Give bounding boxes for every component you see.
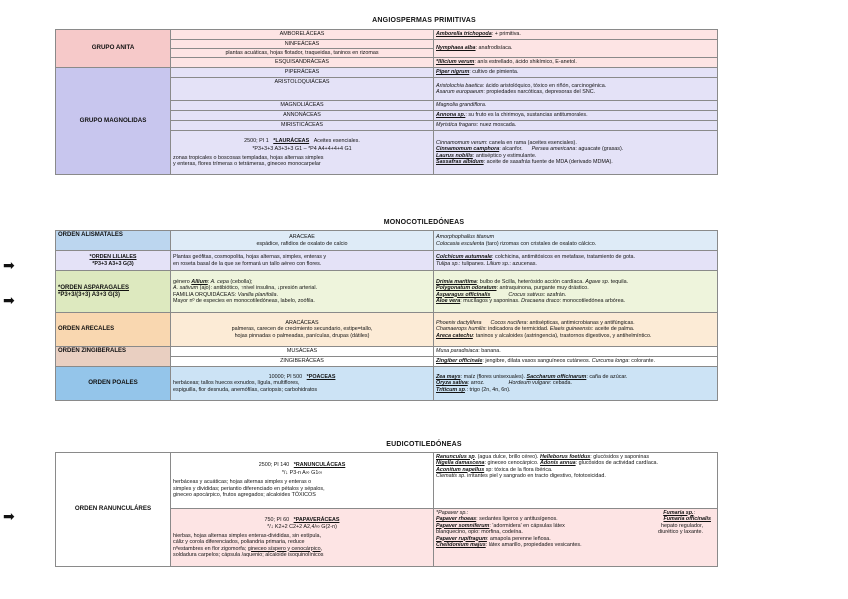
desc-liliales: Plantas geófitas, cosmopolita, hojas alternas, simples, enteras y en roseta basal de la que se formará un tallo aéreo con flores.: [171, 251, 434, 271]
section-title-eudicotiledoneas: EUDICOTILEDÓNEAS: [386, 441, 462, 448]
group-anita: GRUPO ANITA: [56, 30, 171, 68]
family-musaceae: MUSÁCEAS: [171, 347, 434, 357]
species-poaceae: Zea mays: maíz (flores unisexuales). Saccharum officinarum: caña de azúcar. Oryza sativa: arroz. Hordeum vulgare: cebada. Triticum sp.: trigo (2n, 4n, 6n).: [434, 367, 718, 401]
angiospermas-table: [55, 29, 718, 175]
species-annonaceae: Annona sp.: su fruto es la chirimoya, sustancias antitumorales.: [434, 111, 718, 121]
species-magnoliaceae: Magnolia grandiflora.: [434, 101, 718, 111]
right-arrow-icon: ➡: [3, 257, 15, 273]
species-asparagales: Drimia maritima: bulbo de Scilla, heterósido acción cardíaca. Agave sp. tequila. Polygonatum odoratum: antraquinona, purgante muy drástico. Asparagus officinalis Crocus sativus: azafrán. Aloe vera: mucílagos y saponinas. Dracaena draco: monocotiledónea arbórea.: [434, 271, 718, 313]
right-arrow-icon: ➡: [3, 292, 15, 308]
order-poales: ORDEN POALES: [56, 367, 171, 401]
order-zingiberales: ORDEN ZINGIBERALES: [56, 347, 171, 367]
species-schisandraceae: *Illicium verum: anís estrellado, ácido shikímico, E-anetol.: [434, 58, 718, 68]
species-amborellaceae: Amborella trichopoda: + primitiva.: [434, 30, 718, 40]
family-schisandraceae: ESQUISANDRÁCEAS: [171, 58, 434, 68]
family-papaveraceae: 750; PI 60 *PAPAVERÁCEAS */↓ K2+2 C2+2 A2,4/∞ G(2-n) hierbas, hojas alternas simples enteras-divididas, sin estípula, cáliz y corola diferenciados, poliandria primaria, reduce nºestambres en flor zigomorfa; gineceo síspero y cenocárpico, soldadura carpelos; cápsula /aquenio; alcaloide isoquinolínicos: [171, 509, 434, 567]
family-amborellaceae: AMBORELÁCEAS: [171, 30, 434, 40]
section-title-angiospermas: ANGIOSPERMAS PRIMITIVAS: [372, 17, 476, 24]
species-piperaceae: Piper nigrum: cultivo de pimienta.: [434, 68, 718, 78]
species-papaveraceae: *Papaver sp.: Fumaria sp.: Papaver rhoeas: sedantes ligeros y antitusígenos. Fumaria officinalis Papaver somniferum: 'adormidera' en cápsulas látex hepato regulador, blanquecino, opio: morfina, codeína. diurético y laxante. Papaver rupifragum: amapola perenne leñosa. Chelidonium majus: látex amarillo, propiedades vesicantes.: [434, 509, 718, 567]
right-arrow-icon: ➡: [3, 508, 15, 524]
order-arecales: ORDEN ARECALES: [56, 313, 171, 347]
family-aristolochiaceae: ARISTOLOQUIÁCEAS: [171, 78, 434, 101]
family-myristicaceae: MIRISTICÁCEAS: [171, 121, 434, 131]
order-alismatales: ORDEN ALISMATALES: [56, 231, 171, 251]
family-nymphaeaceae: NINFEÁCEAS: [171, 40, 434, 49]
order-liliales: *ORDEN LILIALES *P3+3 A3+3 G(3): [56, 251, 171, 271]
desc-nymphaeaceae: plantas acuáticas, hojas flotador, traqueidas, taninos en rizomas: [171, 49, 434, 58]
species-araceae: Amorphophallus titanum Colocasia esculenta (taro) rizomas con cristales de oxalato cálcico.: [434, 231, 718, 251]
species-musaceae: Musa paradisiaca: banana.: [434, 347, 718, 357]
family-arecaceae: ARACÁCEAS palmeras, carecen de crecimiento secundario, estipe=tallo, hojas pinnadas o palmeadas, panículas, drupas (dátiles): [171, 313, 434, 347]
section-title-monocotiledoneas: MONOCOTILEDÓNEAS: [383, 219, 465, 226]
species-lauraceae: Cinnamomum verum: canela en rama (aceites esenciales). Cinnamomum camphora: alcanfor. Persea americana: aguacate (grasas). Laurus nobilis: antiséptico y estimulante. Sassafras albidum: aceite de sasafrás fuente de MDA (derivado MDMA).: [434, 131, 718, 175]
family-magnoliaceae: MAGNOLIÁCEAS: [171, 101, 434, 111]
group-magnolidas: GRUPO MAGNOLIDAS: [56, 68, 171, 175]
family-poaceae: 10000; PI 500 *POACEAS herbáceas; tallos huecos exnudos, lígula, multiflores, espiguilla, flor desnuda, anemófilas, cariopsis; carbohidratos: [171, 367, 434, 401]
species-ranunculaceae: Ranunculus sp. (agua dulce, brillo céreo). Helleborus foetidus: glucósidos y saponinas Nigella damascena: gineceo cenocárpico. Adonis annua: glucósidos de actividad cardíaca. Aconitum napellus sp: tóxica de la flora ibérica. Clematis sp. irritantes piel y sangrado en tracto digestivo, fototoxicidad.: [434, 453, 718, 509]
family-lauraceae: 2500; PI 1 *LAURÁCEAS Aceites esenciales. *P3+3+3 A3+3+3 G1 – *P4 A4+4+4+4 G1 zonas tropicales o boscosas templadas, hojas alternas simples y enteras, flores trímeras o tetrámeras, gineceo monocarpelar: [171, 131, 434, 175]
species-zingiberaceae: Zingiber officinale: jengibre, dilata vasos sanguíneos cutáneos. Curcuma longa: colorante.: [434, 357, 718, 367]
family-annonaceae: ANNONÁCEAS: [171, 111, 434, 121]
order-asparagales: *ORDEN ASPARAGALES *P3+3/(3+3) A3+3 G(3): [56, 271, 171, 313]
desc-asparagales: género Allium: A. cepa (cebolla); A. sativum (ajo): antibiótico, ↑nivel insulina, ↓presión arterial. FAMILIA ORQUIDÁCEAS: Vanilla planifolia. Mayor nº de especies en monocotiledóneas, labelo, zoófila.: [171, 271, 434, 313]
family-ranunculaceae: 2500; PI 140 *RANUNCULÁCEAS */↓ P3-n A∞ G1∞ herbáceas y acuáticas; hojas alternas simples y enteras o simples y divididas; periantio diferenciado en pétalos y sépalos, gineceo apocárpico, frutos agregados; alcaloides TÓXICOS: [171, 453, 434, 509]
family-piperaceae: PIPERÁCEAS: [171, 68, 434, 78]
species-liliales: Colchicum autumnale: colchicina, antimitósicos en metafase, tratamiento de gota. Tulipa sp.: tulipanes. Lilium sp.: azucenas.: [434, 251, 718, 271]
monocotiledoneas-table: [55, 230, 718, 401]
family-zingiberaceae: ZINGIBERÁCEAS: [171, 357, 434, 367]
eudicotiledoneas-table: [55, 452, 718, 567]
family-araceae: ARACEAE espádice, rafidios de oxalato de calcio: [171, 231, 434, 251]
species-aristolochiaceae: Aristolochia baetica: ácido aristolóquico, tóxico en riñón, carcinogénica. Asarum europaeum: propiedades narcóticas, depresoras del SNC.: [434, 78, 718, 101]
species-nymphaeaceae: Nymphaea alba: anafrodisíaca.: [434, 40, 718, 58]
species-myristicaceae: Myristica fragans: nuez moscada.: [434, 121, 718, 131]
order-ranunculares: ORDEN RANUNCULÁRES: [56, 453, 171, 567]
species-arecaceae: Phoenix dactylifera Cocos nucifera: antisépticas, antimicrobianas y antifúngicas. Chamaerops humilis: indicadora de termicidad. Elaeis guineensis: aceite de palma. Areca catechu: taninos y alcaloides (astringencia), trastornos digestivos, y antihelmíntico.: [434, 313, 718, 347]
